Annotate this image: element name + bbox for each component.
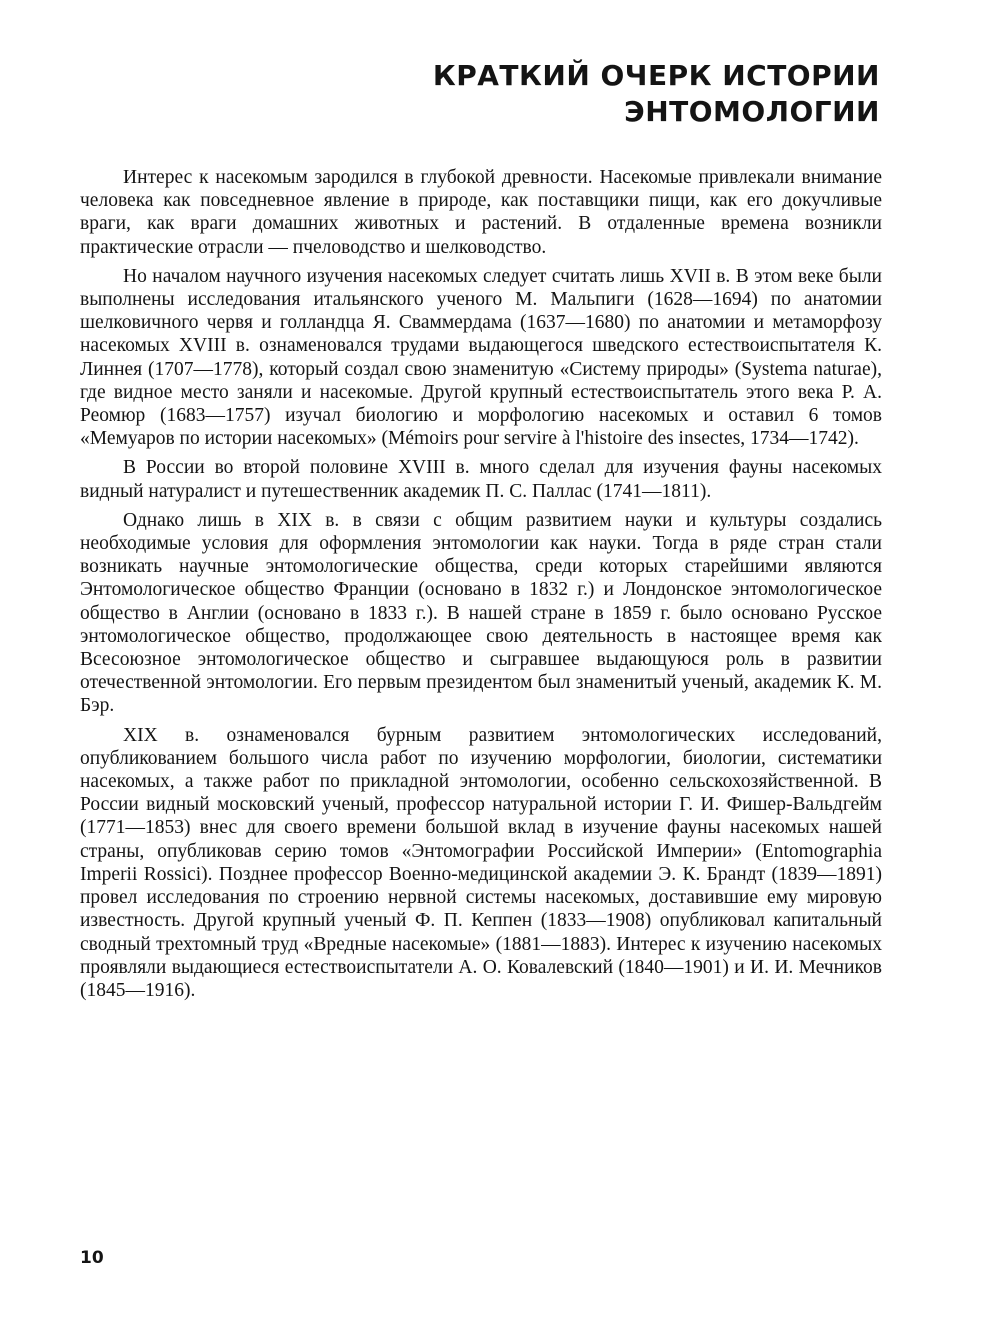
paragraph-2: Но началом научного изучения насекомых следует считать лишь XVII в. В этом веке были выполнены исследования итальянского ученого М. Мальпиги (1628—1694) по анатомии шелковичного червя и голландца Я. Сваммердама (1637—1680) по анатомии и метаморфозу насекомых XVIII в. ознаменовался трудами выдающегося шведского естествоиспытателя К. Линнея (1707—1778), который создал свою знаменитую «Систему природы» (Systema naturae), где видное место заняли и насекомые. Другой крупный естествоиспытатель этого века Р. А. Реомюр (1683—1757) изучал биологию и морфологию насекомых и оставил 6 томов «Мемуаров по истории насекомых» (Mémoirs pour servire à l'histoire des insectes, 1734—1742).	[80, 265, 882, 450]
paragraph-5: XIX в. ознаменовался бурным развитием энтомологических исследований, опубликованием большого числа работ по изучению морфологии, биологии, систематики насекомых, а также работ по прикладной энтомологии, особенно сельскохозяйственной. В России видный московский ученый, профессор натуральной истории Г. И. Фишер-Вальдгейм (1771—1853) внес для своего времени большой вклад в изучение фауны насекомых нашей страны, опубликовав серию томов «Энтомографии Российской Империи» (Entomographia Imperii Rossici). Позднее профессор Военно-медицинской академии Э. К. Брандт (1839—1891) провел исследования по строению нервной системы насекомых, доставившие ему мировую известность. Другой крупный ученый Ф. П. Кеппен (1833—1908) опубликовал капитальный сводный трехтомный труд «Вредные насекомые» (1881—1883). Интерес к изучению насекомых проявляли выдающиеся естествоиспытатели А. О. Ковалевский (1840—1901) и И. И. Мечников (1845—1916).	[80, 724, 882, 1001]
page-number: 10	[80, 1248, 104, 1268]
chapter-title-line-2: ЭНТОМОЛОГИИ	[624, 95, 880, 128]
body-text	[80, 166, 882, 1008]
paragraph-3: В России во второй половине XVIII в. много сделал для изучения фауны насекомых видный натуралист и путешественник академик П. С. Паллас (1741—1811).	[80, 457, 882, 502]
chapter-title	[280, 58, 880, 130]
paragraph-1: Интерес к насекомым зародился в глубокой древности. Насекомые привлекали внимание человека как повседневное явление в природе, как поставщики пищи, как его докучливые враги, как враги домашних животных и растений. В отдаленные времена возникли практические отрасли — пчеловодство и шелководство.	[80, 167, 882, 258]
paragraph-4: Однако лишь в XIX в. в связи с общим развитием науки и культуры создались необходимые условия для оформления энтомологии как науки. Тогда в ряде стран стали возникать научные энтомологические общества, среди которых старейшими являются Энтомологическое общество Франции (основано в 1832 г.) и Лондонское энтомологическое общество в Англии (основано в 1833 г.). В нашей стране в 1859 г. было основано Русское энтомологическое общество, продолжающее свою деятельность в настоящее время как Всесоюзное энтомологическое общество и сыгравшее выдающуюся роль в развитии отечественной энтомологии. Его первым президентом был знаменитый ученый, академик К. М. Бэр.	[80, 509, 882, 717]
chapter-title-line-1: КРАТКИЙ ОЧЕРК ИСТОРИИ	[432, 59, 880, 92]
